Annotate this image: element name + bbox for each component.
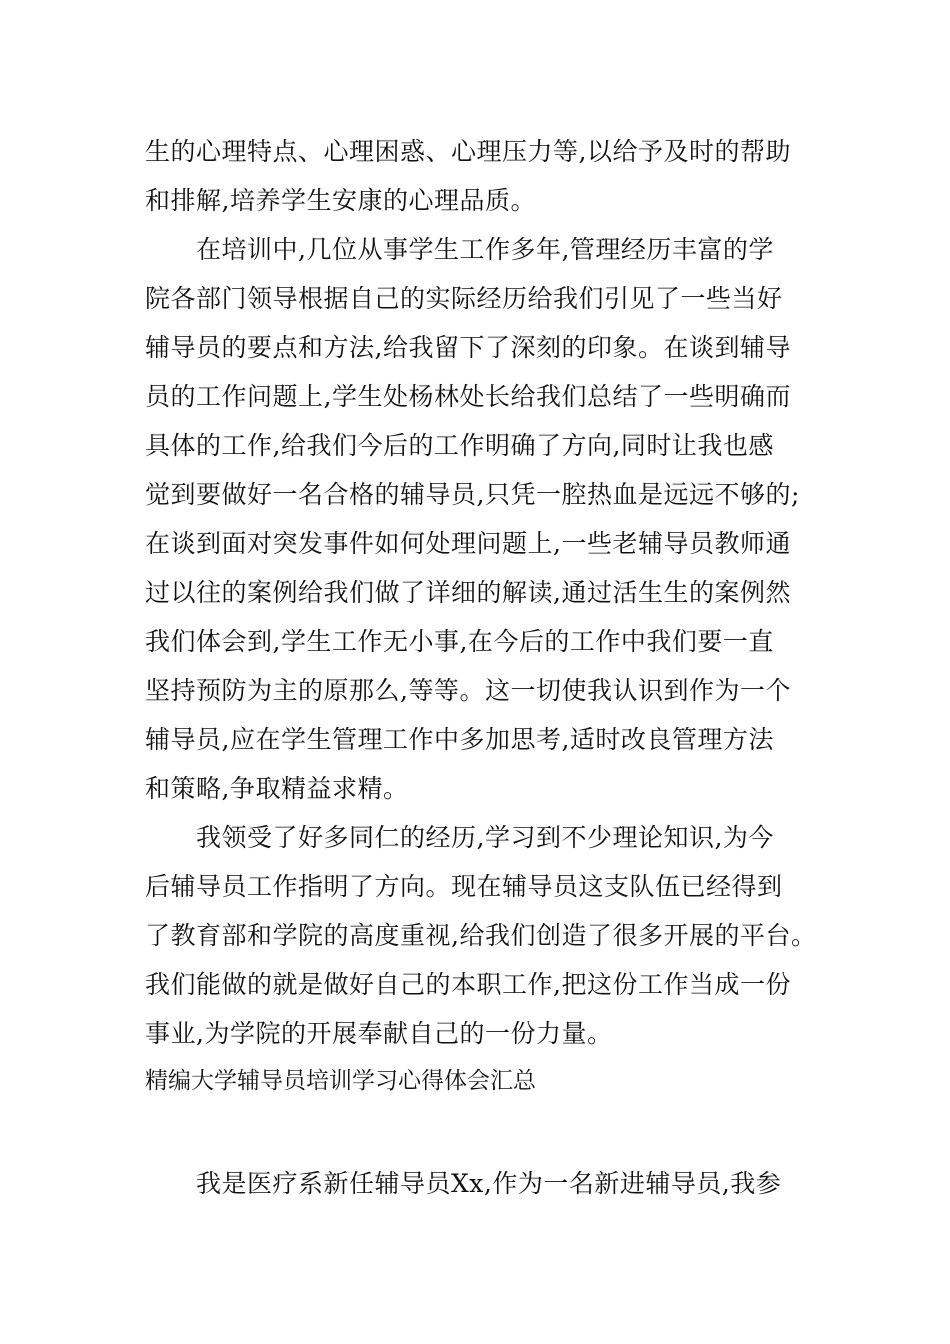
text-line: 我领受了好多同仁的经历,学习到不少理论知识,为今 bbox=[196, 823, 774, 852]
text-line: 院各部门领导根据自己的实际经历给我们引见了一些当好 bbox=[145, 284, 783, 313]
text-line: 员的工作问题上,学生处杨林处长给我们总结了一些明确而 bbox=[145, 382, 791, 411]
text-line: 觉到要做好一名合格的辅导员,只凭一腔热血是远远不够的; bbox=[145, 480, 800, 509]
text-line: 生的心理特点、心理困惑、心理压力等,以给予及时的帮助 bbox=[145, 137, 791, 166]
text-line: 过以往的案例给我们做了详细的解读,通过活生生的案例然 bbox=[145, 578, 791, 607]
text-line: 具体的工作,给我们今后的工作明确了方向,同时让我也感 bbox=[145, 431, 774, 460]
text-line: 在培训中,几位从事学生工作多年,管理经历丰富的学 bbox=[196, 235, 774, 264]
section-title: 精编大学辅导员培训学习心得体会汇总 bbox=[145, 1068, 536, 1094]
text-line: 在谈到面对突发事件如何处理问题上,一些老辅导员教师通 bbox=[145, 529, 791, 558]
text-line: 了教育部和学院的高度重视,给我们创造了很多开展的平台。 bbox=[145, 921, 817, 950]
text-line: 坚持预防为主的原那么,等等。这一切使我认识到作为一个 bbox=[145, 676, 791, 705]
text-line: 后辅导员工作指明了方向。现在辅导员这支队伍已经得到 bbox=[145, 872, 783, 901]
text-line: 和排解,培养学生安康的心理品质。 bbox=[145, 186, 536, 215]
text-line: 我是医疗系新任辅导员Xx,作为一名新进辅导员,我参 bbox=[196, 1169, 782, 1198]
text-line: 我们体会到,学生工作无小事,在今后的工作中我们要一直 bbox=[145, 627, 774, 656]
text-line: 和策略,争取精益求精。 bbox=[145, 774, 409, 803]
text-line: 事业,为学院的开展奉献自己的一份力量。 bbox=[145, 1019, 613, 1048]
text-line: 辅导员,应在学生管理工作中多加思考,适时改良管理方法 bbox=[145, 725, 774, 754]
text-line: 我们能做的就是做好自己的本职工作,把这份工作当成一份 bbox=[145, 970, 791, 999]
text-line: 辅导员的要点和方法,给我留下了深刻的印象。在谈到辅导 bbox=[145, 333, 791, 362]
